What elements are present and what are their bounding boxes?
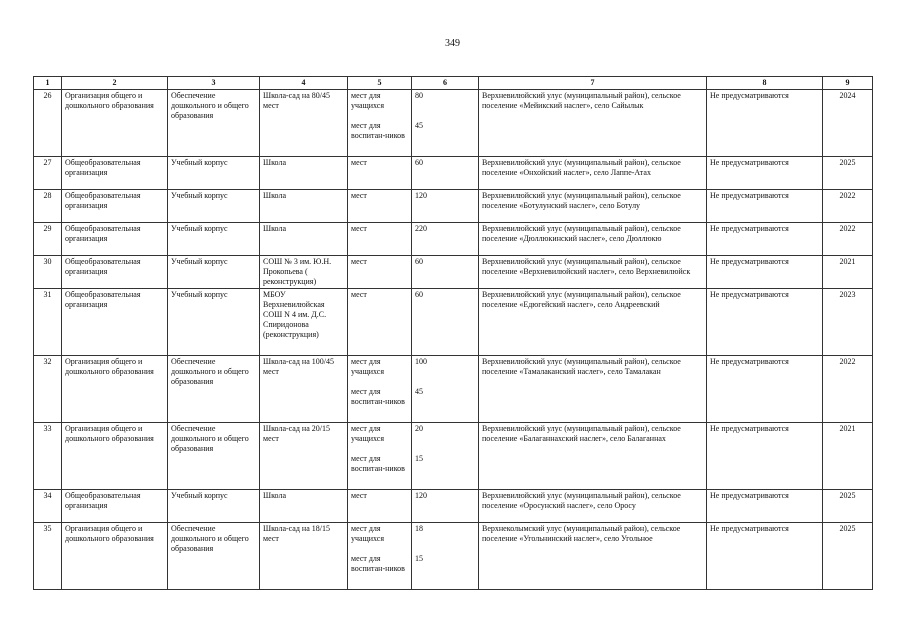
year: 2025 — [823, 523, 873, 590]
row-number: 32 — [34, 356, 62, 423]
organization-type: Общеобразовательная организация — [62, 157, 168, 190]
unit: мест для воспитан-ников — [351, 121, 405, 140]
facility-name: Школа — [260, 190, 348, 223]
capacity: 15 — [415, 454, 423, 463]
table-row — [34, 190, 873, 223]
facility-name: Школа-сад на 100/45 мест — [260, 356, 348, 423]
capacity: 45 — [415, 121, 423, 130]
facility-purpose: Обеспечение дошкольного и общего образования — [168, 423, 260, 490]
year: 2022 — [823, 190, 873, 223]
zone: Не предусматриваются — [707, 289, 823, 356]
year: 2022 — [823, 356, 873, 423]
capacity: 220 — [412, 223, 479, 256]
row-number: 33 — [34, 423, 62, 490]
unit-cell — [348, 523, 412, 590]
facility-purpose: Обеспечение дошкольного и общего образования — [168, 523, 260, 590]
zone: Не предусматриваются — [707, 490, 823, 523]
location: Верхневилюйский улус (муниципальный район), сельское поселение «Верхневилюйский наслег», село Верхневилюйск — [479, 256, 707, 289]
facility-name: СОШ № 3 им. Ю.Н. Прокопьева ( реконструкция) — [260, 256, 348, 289]
capacity: 45 — [415, 387, 423, 396]
row-number: 27 — [34, 157, 62, 190]
row-number: 26 — [34, 90, 62, 157]
unit-cell — [348, 90, 412, 157]
table-row — [34, 356, 873, 423]
year: 2023 — [823, 289, 873, 356]
page-number: 349 — [445, 38, 460, 49]
capacity: 60 — [412, 157, 479, 190]
table-row — [34, 90, 873, 157]
organization-type: Общеобразовательная организация — [62, 256, 168, 289]
table-row — [34, 157, 873, 190]
unit: мест для учащихся — [351, 424, 385, 443]
unit: мест — [348, 223, 412, 256]
column-header: 3 — [168, 77, 260, 90]
facility-purpose: Учебный корпус — [168, 490, 260, 523]
unit: мест — [348, 157, 412, 190]
year: 2021 — [823, 256, 873, 289]
location: Верхневилюйский улус (муниципальный район), сельское поселение «Едюгейский наслег», село Андреевский — [479, 289, 707, 356]
facility-purpose: Учебный корпус — [168, 157, 260, 190]
zone: Не предусматриваются — [707, 356, 823, 423]
capacity: 60 — [412, 289, 479, 356]
unit: мест для учащихся — [351, 91, 385, 110]
column-header: 7 — [479, 77, 707, 90]
year: 2024 — [823, 90, 873, 157]
table-row — [34, 423, 873, 490]
location: Верхневилюйский улус (муниципальный район), сельское поселение «Оросунский наслег», село Оросу — [479, 490, 707, 523]
unit: мест — [348, 490, 412, 523]
column-header: 9 — [823, 77, 873, 90]
column-header: 1 — [34, 77, 62, 90]
location: Верхнеколымский улус (муниципальный район), сельское поселение «Угольнинский наслег», село Угольное — [479, 523, 707, 590]
facility-name: МБОУ Верхневилюйская СОШ N 4 им. Д.С. Спиридонова (реконструкция) — [260, 289, 348, 356]
column-header: 6 — [412, 77, 479, 90]
facility-name: Школа — [260, 490, 348, 523]
facility-name: Школа-сад на 20/15 мест — [260, 423, 348, 490]
capacity: 20 — [415, 424, 423, 433]
table-row — [34, 223, 873, 256]
organization-type: Организация общего и дошкольного образования — [62, 523, 168, 590]
zone: Не предусматриваются — [707, 190, 823, 223]
table-row — [34, 289, 873, 356]
facility-name: Школа-сад на 80/45 мест — [260, 90, 348, 157]
unit-cell — [348, 356, 412, 423]
unit: мест для учащихся — [351, 524, 385, 543]
location: Верхневилюйский улус (муниципальный район), сельское поселение «Тамалаканский наслег», село Тамалакан — [479, 356, 707, 423]
capacity: 100 — [415, 357, 427, 366]
zone: Не предусматриваются — [707, 223, 823, 256]
facility-name: Школа — [260, 157, 348, 190]
capacity: 15 — [415, 554, 423, 563]
facility-name: Школа — [260, 223, 348, 256]
row-number: 35 — [34, 523, 62, 590]
organization-type: Общеобразовательная организация — [62, 190, 168, 223]
column-header: 2 — [62, 77, 168, 90]
year: 2025 — [823, 490, 873, 523]
header-row — [34, 77, 873, 90]
capacity-cell — [412, 90, 479, 157]
organization-type: Организация общего и дошкольного образования — [62, 90, 168, 157]
unit: мест для воспитан-ников — [351, 387, 405, 406]
capacity: 120 — [412, 190, 479, 223]
capacity: 60 — [412, 256, 479, 289]
unit: мест — [348, 256, 412, 289]
zone: Не предусматриваются — [707, 423, 823, 490]
column-header: 4 — [260, 77, 348, 90]
facility-purpose: Обеспечение дошкольного и общего образования — [168, 356, 260, 423]
unit: мест для воспитан-ников — [351, 454, 405, 473]
capacity: 18 — [415, 524, 423, 533]
row-number: 31 — [34, 289, 62, 356]
facility-purpose: Обеспечение дошкольного и общего образования — [168, 90, 260, 157]
capacity: 120 — [412, 490, 479, 523]
year: 2025 — [823, 157, 873, 190]
unit: мест для учащихся — [351, 357, 385, 376]
facility-purpose: Учебный корпус — [168, 190, 260, 223]
row-number: 28 — [34, 190, 62, 223]
capacity-cell — [412, 523, 479, 590]
organization-type: Общеобразовательная организация — [62, 289, 168, 356]
organization-type: Организация общего и дошкольного образования — [62, 356, 168, 423]
year: 2022 — [823, 223, 873, 256]
zone: Не предусматриваются — [707, 523, 823, 590]
location: Верхневилюйский улус (муниципальный район), сельское поселение «Ботулунский наслег», село Ботулу — [479, 190, 707, 223]
capacity-cell — [412, 423, 479, 490]
facility-purpose: Учебный корпус — [168, 256, 260, 289]
location: Верхневилюйский улус (муниципальный район), сельское поселение «Балаганнахский наслег», село Балаганнах — [479, 423, 707, 490]
zone: Не предусматриваются — [707, 90, 823, 157]
unit: мест — [348, 190, 412, 223]
table-row — [34, 256, 873, 289]
table-row — [34, 523, 873, 590]
column-header: 5 — [348, 77, 412, 90]
capacity-cell — [412, 356, 479, 423]
location: Верхневилюйский улус (муниципальный район), сельское поселение «Дюллюкинский наслег», село Дюллюкю — [479, 223, 707, 256]
unit: мест — [348, 289, 412, 356]
facility-purpose: Учебный корпус — [168, 223, 260, 256]
facility-purpose: Учебный корпус — [168, 289, 260, 356]
table-row — [34, 490, 873, 523]
organization-type: Общеобразовательная организация — [62, 223, 168, 256]
capacity: 80 — [415, 91, 423, 100]
column-header: 8 — [707, 77, 823, 90]
zone: Не предусматриваются — [707, 256, 823, 289]
zone: Не предусматриваются — [707, 157, 823, 190]
row-number: 34 — [34, 490, 62, 523]
organization-type: Общеобразовательная организация — [62, 490, 168, 523]
location: Верхневилюйский улус (муниципальный район), сельское поселение «Онхойский наслег», село Лаппе-Атах — [479, 157, 707, 190]
row-number: 30 — [34, 256, 62, 289]
location: Верхневилюйский улус (муниципальный район), сельское поселение «Мейикский наслег», село Сайылык — [479, 90, 707, 157]
year: 2021 — [823, 423, 873, 490]
facility-name: Школа-сад на 18/15 мест — [260, 523, 348, 590]
unit: мест для воспитан-ников — [351, 554, 405, 573]
row-number: 29 — [34, 223, 62, 256]
facilities-table — [33, 76, 873, 590]
unit-cell — [348, 423, 412, 490]
organization-type: Организация общего и дошкольного образования — [62, 423, 168, 490]
